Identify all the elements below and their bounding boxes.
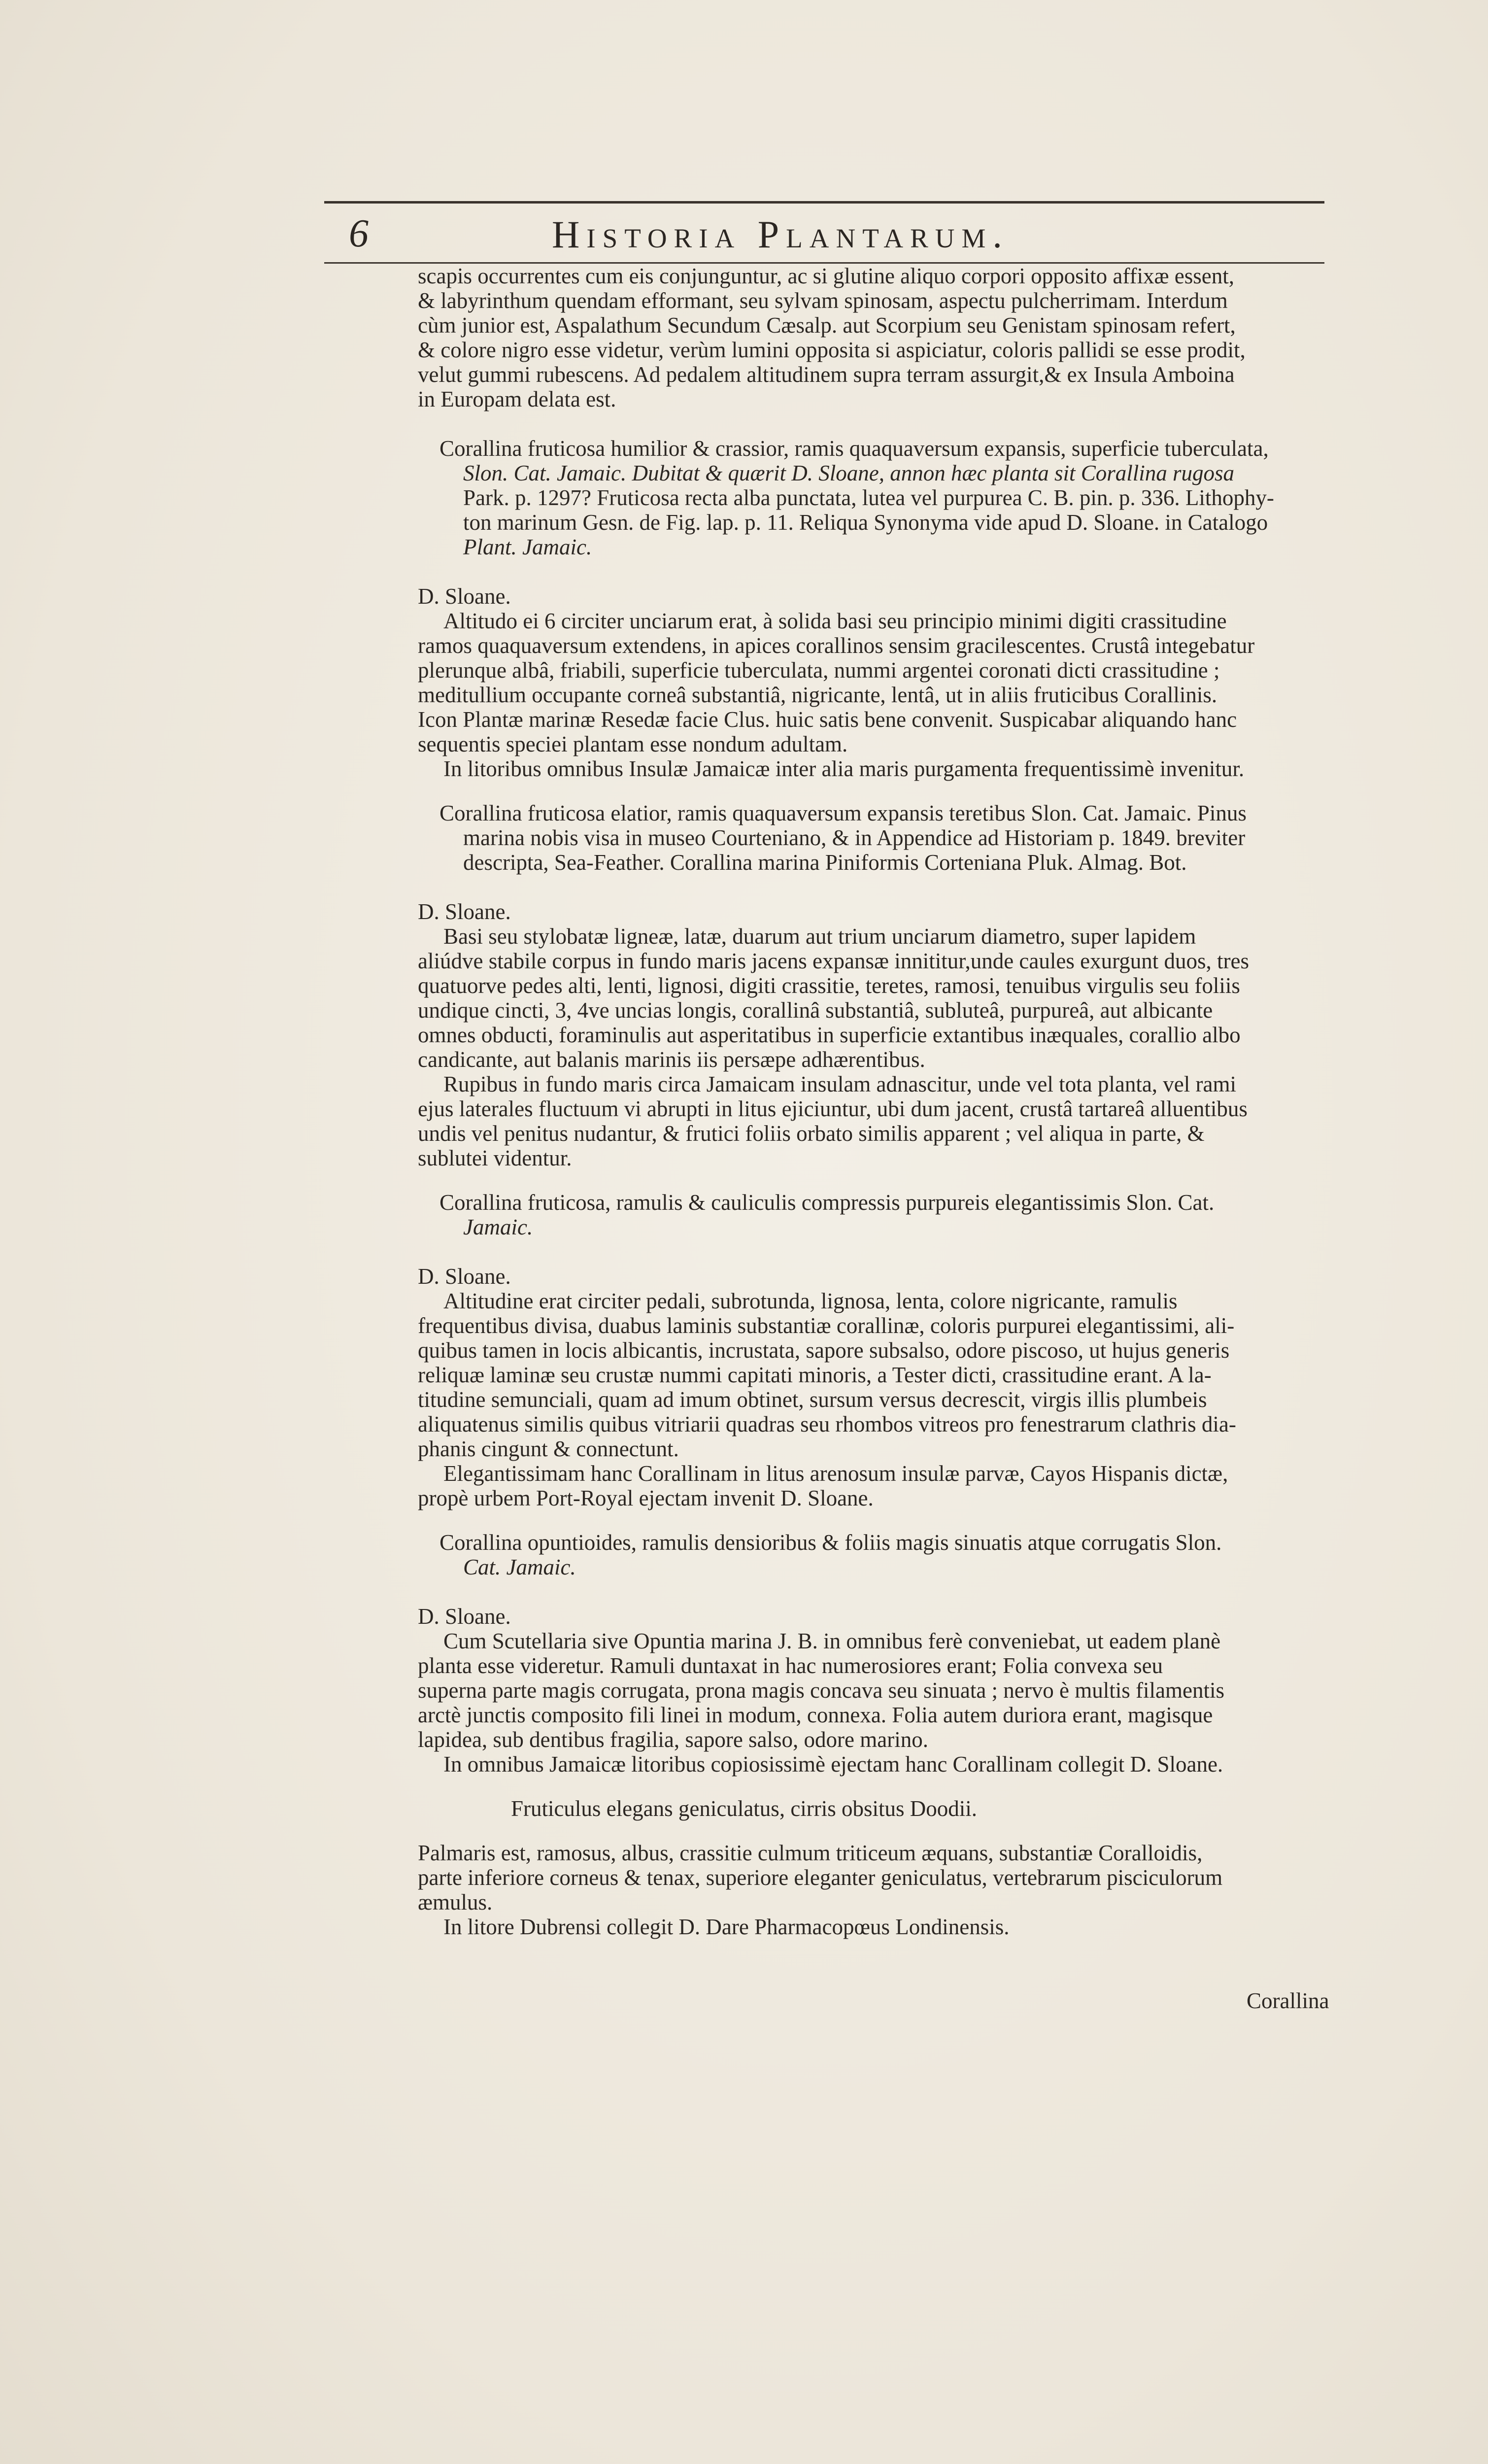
text-line: velut gummi rubescens. Ad pedalem altitudinem supra terram assurgit,& ex Insula Amboina <box>418 362 1235 387</box>
text-line: In litore Dubrensi collegit D. Dare Pharmacopœus Londinensis. <box>443 1915 1010 1939</box>
text-line: æmulus. <box>418 1890 493 1915</box>
synonym-line: Corallina fruticosa elatior, ramis quaquaversum expansis teretibus Slon. Cat. Jamaic. Pinus <box>440 801 1247 825</box>
header-rule-top <box>324 201 1324 204</box>
text-line: Palmaris est, ramosus, albus, crassitie culmum triticeum æquans, substantiæ Coralloidis, <box>418 1841 1203 1865</box>
text-line: cùm junior est, Aspalathum Secundum Cæsalp. aut Scorpium seu Genistam spinosam refert, <box>418 313 1236 338</box>
synonym-line: Slon. Cat. Jamaic. Dubitat & quærit D. Sloane, annon hæc planta sit Corallina rugosa <box>463 461 1235 485</box>
synonym-line: Park. p. 1297? Fruticosa recta alba punctata, lutea vel purpurea C. B. pin. p. 336. Lithophy- <box>463 485 1274 510</box>
author-name: D. Sloane. <box>418 1604 511 1629</box>
synonym-line: ton marinum Gesn. de Fig. lap. p. 11. Reliqua Synonyma vide apud D. Sloane. in Catalogo <box>463 510 1268 535</box>
running-head: Historia Plantarum. <box>552 213 1009 256</box>
text-line: parte inferiore corneus & tenax, superiore eleganter geniculatus, vertebrarum pisciculorum <box>418 1865 1223 1890</box>
synonym-line: Jamaic. <box>463 1215 533 1239</box>
text-line: quibus tamen in locis albicantis, incrustata, sapore subsalso, odore piscoso, ut hujus generis <box>418 1338 1230 1363</box>
text-line: ejus laterales fluctuum vi abrupti in litus ejiciuntur, ubi dum jacent, crustâ tartareâ alluentibus <box>418 1096 1248 1121</box>
author-name: D. Sloane. <box>418 899 511 924</box>
synonym-line: Plant. Jamaic. <box>463 535 592 559</box>
text-line: plerunque albâ, friabili, superficie tuberculata, nummi argentei coronati dicti crassitudine ; <box>418 658 1220 683</box>
text-line: In omnibus Jamaicæ litoribus copiosissimè ejectam hanc Corallinam collegit D. Sloane. <box>443 1752 1223 1777</box>
text-line: In litoribus omnibus Insulæ Jamaicæ inter alia maris purgamenta frequentissimè invenitur. <box>443 756 1245 781</box>
text-line: propè urbem Port-Royal ejectam invenit D. Sloane. <box>418 1486 874 1510</box>
text-line: & labyrinthum quendam efformant, seu sylvam spinosam, aspectu pulcherrimam. Interdum <box>418 288 1228 313</box>
text-line: & colore nigro esse videtur, verùm lumini opposita si aspiciatur, coloris pallidi se esse prodit, <box>418 338 1246 362</box>
text-line: sequentis speciei plantam esse nondum adultam. <box>418 732 848 756</box>
text-line: arctè junctis composito fili linei in modum, connexa. Folia autem duriora erant, magisque <box>418 1703 1213 1727</box>
catchword: Corallina <box>1247 1988 1329 2013</box>
text-line: lapidea, sub dentibus fragilia, sapore salso, odore marino. <box>418 1727 928 1752</box>
species-heading-text: Fruticulus elegans geniculatus, cirris obsitus Doodii. <box>510 1796 978 1821</box>
synonym-line: marina nobis visa in museo Courteniano, & in Appendice ad Historiam p. 1849. breviter <box>463 825 1246 850</box>
text-line: planta esse videretur. Ramuli duntaxat in hac numerosiores erant; Folia convexa seu <box>418 1653 1163 1678</box>
author-name: D. Sloane. <box>418 584 511 609</box>
text-line: in Europam delata est. <box>418 387 616 411</box>
synonym-line: Cat. Jamaic. <box>463 1555 576 1579</box>
text-line: scapis occurrentes cum eis conjunguntur, ac si glutine aliquo corpori opposito affixæ essent, <box>418 264 1234 288</box>
text-line: Elegantissimam hanc Corallinam in litus arenosum insulæ parvæ, Cayos Hispanis dictæ, <box>443 1461 1228 1486</box>
author-name: D. Sloane. <box>418 1264 511 1289</box>
text-line: Basi seu stylobatæ ligneæ, latæ, duarum aut trium unciarum diametro, super lapidem <box>443 924 1196 949</box>
text-line: undique cincti, 3, 4ve uncias longis, corallinâ substantiâ, subluteâ, purpureâ, aut albicante <box>418 998 1213 1023</box>
text-line: aliúdve stabile corpus in fundo maris jacens expansæ innititur,unde caules exurgunt duos, tres <box>418 949 1249 973</box>
text-line: omnes obducti, foraminulis aut asperitatibus in superficie extantibus inæquales, corallio albo <box>418 1023 1241 1047</box>
text-line: undis vel penitus nudantur, & frutici foliis orbato similis apparent ; vel aliqua in parte, & <box>418 1121 1205 1146</box>
text-line: aliquatenus similis quibus vitriarii quadras seu rhombos vitreos pro fenestrarum clathris dia- <box>418 1412 1236 1437</box>
synonym-line: Corallina fruticosa humilior & crassior, ramis quaquaversum expansis, superficie tuberculata, <box>440 436 1269 461</box>
text-line: superna parte magis corrugata, prona magis concava seu sinuata ; nervo è multis filamentis <box>418 1678 1224 1703</box>
text-line: Cum Scutellaria sive Opuntia marina J. B. in omnibus ferè conveniebat, ut eadem planè <box>443 1629 1221 1653</box>
text-line: Altitudine erat circiter pedali, subrotunda, lignosa, lenta, colore nigricante, ramulis <box>443 1289 1178 1313</box>
page-number: 6 <box>349 212 369 255</box>
text-line: frequentibus divisa, duabus laminis substantiæ corallinæ, coloris purpurei elegantissimi, ali- <box>418 1313 1235 1338</box>
text-line: Icon Plantæ marinæ Resedæ facie Clus. huic satis bene convenit. Suspicabar aliquando hanc <box>418 707 1237 732</box>
synonym-line: descripta, Sea-Feather. Corallina marina Piniformis Corteniana Pluk. Almag. Bot. <box>463 850 1187 875</box>
text-line: reliquæ laminæ seu crustæ nummi capitati minoris, a Tester dicti, crassitudine erant. A la- <box>418 1363 1212 1387</box>
text-line: meditullium occupante corneâ substantiâ, nigricante, lentâ, ut in aliis fruticibus Corallinis. <box>418 683 1217 707</box>
text-line: sublutei videntur. <box>418 1146 572 1170</box>
text-line: phanis cingunt & connectunt. <box>418 1437 679 1461</box>
text-line: Rupibus in fundo maris circa Jamaicam insulam adnascitur, unde vel tota planta, vel rami <box>443 1072 1236 1096</box>
synonym-line: Corallina opuntioides, ramulis densioribus & foliis magis sinuatis atque corrugatis Slon. <box>440 1530 1222 1555</box>
text-line: quatuorve pedes alti, lenti, lignosi, digiti crassitie, teretes, ramosi, tenuibus virgulis seu foliis <box>418 973 1240 998</box>
text-line: candicante, aut balanis marinis iis persæpe adhærentibus. <box>418 1047 925 1072</box>
text-line: Altitudo ei 6 circiter unciarum erat, à solida basi seu principio minimi digiti crassitudine <box>443 609 1227 633</box>
synonym-line: Corallina fruticosa, ramulis & cauliculis compressis purpureis elegantissimis Slon. Cat. <box>440 1190 1215 1215</box>
text-line: ramos quaquaversum extendens, in apices corallinos sensim gracilescentes. Crustâ integebatur <box>418 633 1255 658</box>
text-line: titudine semunciali, quam ad imum obtinet, sursum versus decrescit, virgis illis plumbeis <box>418 1387 1207 1412</box>
